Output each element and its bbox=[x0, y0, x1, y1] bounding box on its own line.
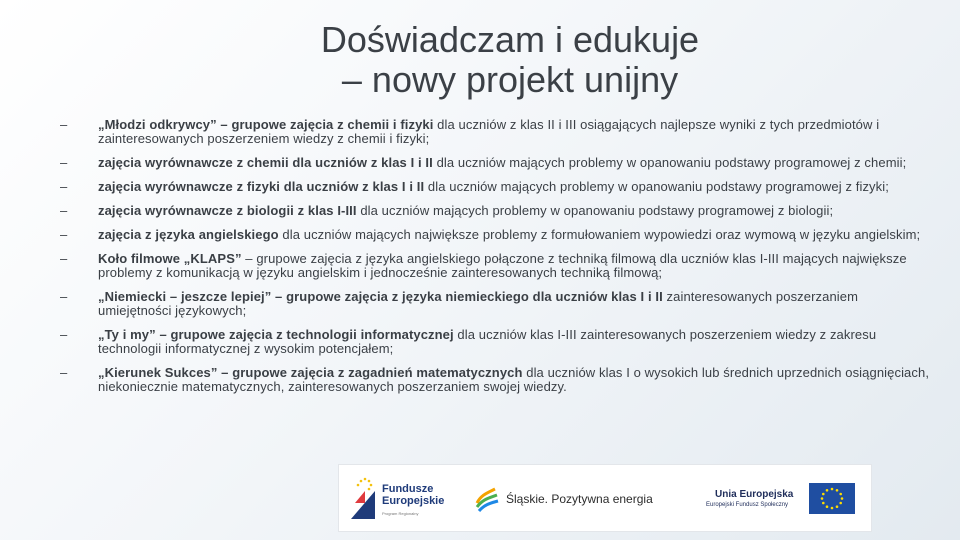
bullet-text: – grupowe zajęcia z języka angielskiego połączone z techniką filmową dla uczniów klas I-III mających największe problemy z komunikacją w języku angielskim i jednocześnie zainteresowanych techniką filmową; bbox=[98, 251, 907, 280]
bullet-text: dla uczniów mających problemy w opanowaniu podstawy programowej z biologii; bbox=[356, 203, 834, 218]
bullet-item bbox=[60, 204, 930, 218]
fe-line-2: Europejskie bbox=[382, 495, 445, 507]
title-line-2: – nowy projekt unijny bbox=[341, 59, 679, 100]
efs-text: Europejski Fundusz Społeczny bbox=[706, 502, 789, 508]
funding-logos-bar bbox=[338, 464, 872, 532]
dash-marker: – bbox=[60, 117, 68, 132]
bullet-item bbox=[60, 328, 930, 356]
bullet-item bbox=[60, 366, 930, 394]
bullet-item bbox=[60, 156, 930, 170]
dash-marker: – bbox=[60, 179, 68, 194]
slaskie-text: Śląskie. Pozytywna energia bbox=[506, 492, 653, 506]
dash-marker: – bbox=[60, 365, 68, 380]
title-line-1: Doświadczam i edukuje bbox=[320, 19, 700, 60]
bullet-text: dla uczniów mających problemy w opanowaniu podstawy programowej z chemii; bbox=[432, 155, 907, 170]
dash-marker: – bbox=[60, 289, 68, 304]
bullet-item bbox=[60, 252, 930, 280]
bullet-bold: zajęcia wyrównawcze z chemii dla uczniów z klas I i II bbox=[98, 155, 433, 170]
bullet-bold: zajęcia z języka angielskiego bbox=[98, 227, 279, 242]
dash-marker: – bbox=[60, 251, 68, 266]
fundusze-europejskie-text bbox=[382, 483, 444, 507]
eu-flag-icon bbox=[809, 483, 855, 514]
bullet-text: dla uczniów mających największe problemy z formułowaniem wypowiedzi oraz wymową w języku angielskim; bbox=[278, 227, 921, 242]
dash-marker: – bbox=[60, 155, 68, 170]
bullet-text: dla uczniów klas I-III zainteresowanych poszerzeniem wiedzy z zakresu technologii informatycznej z wysokim potencjałem; bbox=[98, 327, 877, 356]
unia-europejska-text: Unia Europejska bbox=[715, 489, 794, 500]
bullet-item bbox=[60, 228, 930, 242]
bullet-text: zainteresowanych poszerzaniem umiejętności językowych; bbox=[98, 289, 859, 318]
dash-marker: – bbox=[60, 327, 68, 342]
slaskie-logo-icon bbox=[473, 485, 501, 513]
bullet-text: dla uczniów z klas II i III osiągających najlepsze wyniki z tych przedmiotów i zainteresowanych poszerzeniem wiedzy z chemii i fizyki; bbox=[98, 117, 880, 146]
bullet-item bbox=[60, 118, 930, 146]
bullet-item bbox=[60, 180, 930, 194]
dash-marker: – bbox=[60, 203, 68, 218]
bullet-text: dla uczniów klas I o wysokich lub średnich uprzednich osiągnięciach, niekoniecznie matematycznych, zainteresowanych poszerzaniem swojej wiedzy. bbox=[98, 365, 930, 394]
bullet-bold: zajęcia wyrównawcze z fizyki dla uczniów z klas I i II bbox=[98, 179, 425, 194]
bullet-item bbox=[60, 290, 930, 318]
fe-subtitle: Program Regionalny bbox=[382, 511, 419, 516]
bullet-bold: „Kierunek Sukces” – grupowe zajęcia z zagadnień matematycznych bbox=[98, 365, 523, 380]
fe-line-1: Fundusze bbox=[382, 483, 434, 495]
bullet-bold: Koło filmowe „KLAPS” bbox=[98, 251, 242, 266]
dash-marker: – bbox=[60, 227, 68, 242]
bullet-bold: zajęcia wyrównawcze z biologii z klas I-III bbox=[98, 203, 357, 218]
slide-title bbox=[240, 20, 780, 100]
bullet-list bbox=[60, 118, 930, 394]
bullet-text: dla uczniów mających problemy w opanowaniu podstawy programowej z fizyki; bbox=[424, 179, 889, 194]
bullet-bold: „Ty i my” – grupowe zajęcia z technologii informatycznej bbox=[98, 327, 454, 342]
bullet-bold: „Niemiecki – jeszcze lepiej” – grupowe zajęcia z języka niemieckiego dla uczniów klas I i II bbox=[98, 289, 663, 304]
fundusze-europejskie-logo-icon bbox=[349, 475, 379, 521]
bullet-bold: „Młodzi odkrywcy” – grupowe zajęcia z chemii i fizyki bbox=[98, 117, 434, 132]
